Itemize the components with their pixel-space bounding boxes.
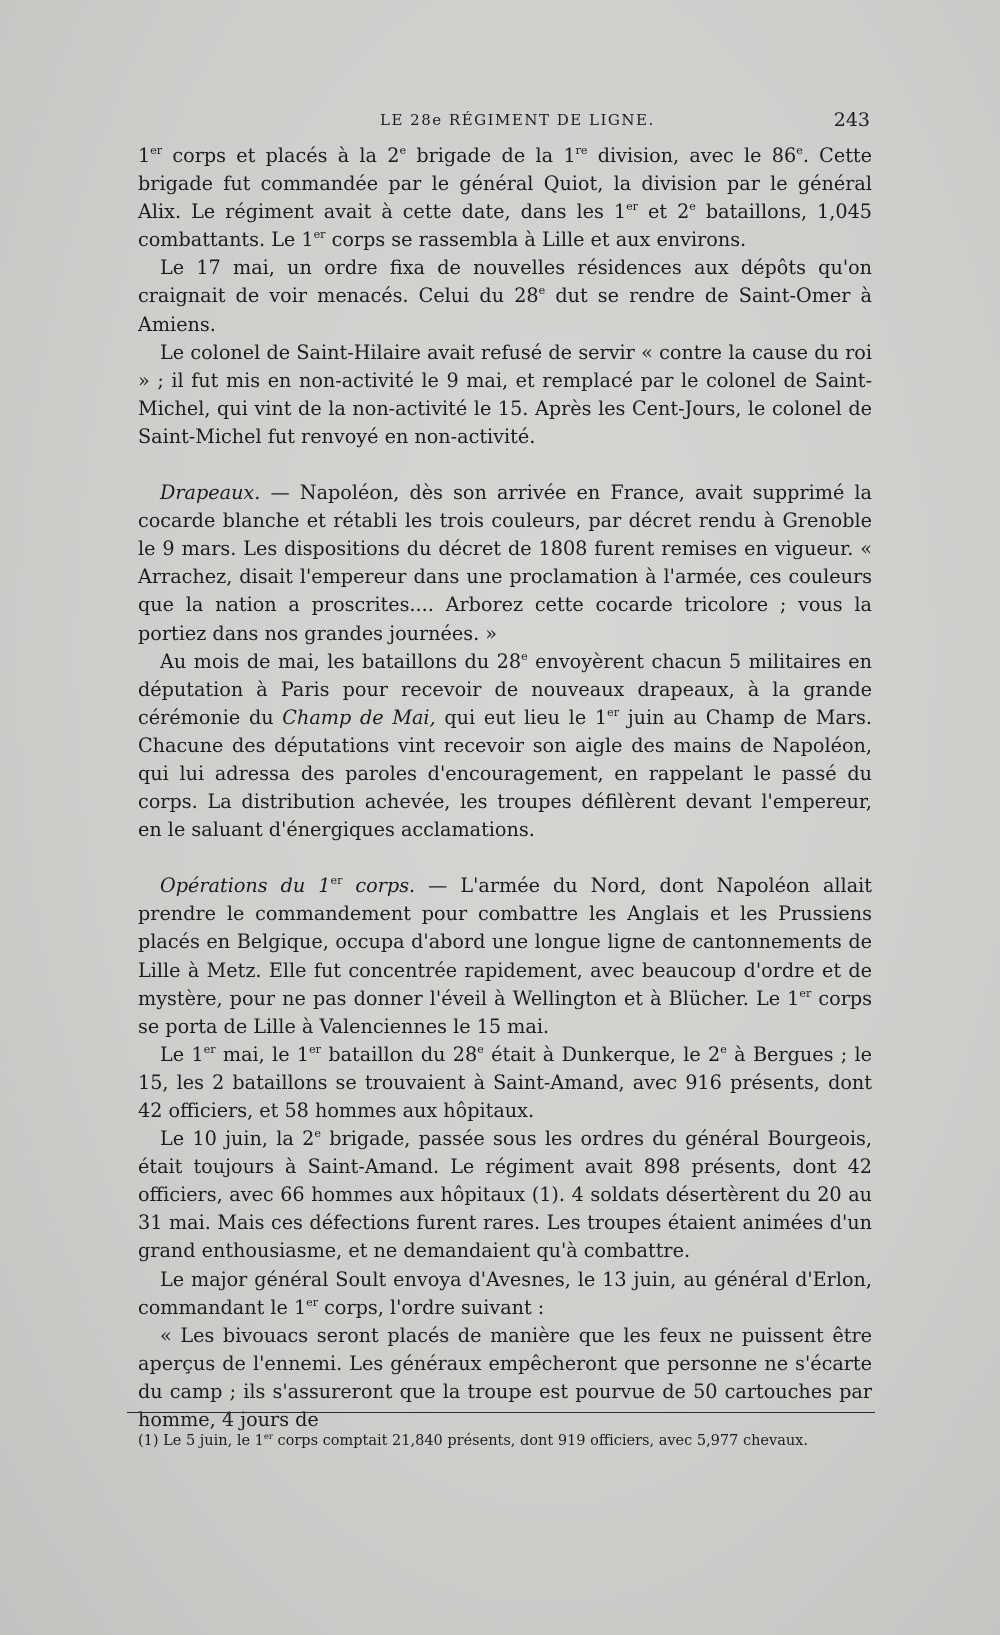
running-title: LE 28e RÉGIMENT DE LIGNE.: [380, 111, 655, 129]
paragraph-champ-de-mai: [138, 648, 872, 845]
text-run: était à Dunkerque, le 2: [483, 1042, 721, 1066]
paragraph-drapeaux: [138, 479, 872, 648]
text-run: Le 1: [160, 1042, 204, 1066]
text-run: qui eut lieu le 1: [435, 705, 608, 729]
superscript: e: [720, 1043, 727, 1057]
paragraph-10-juin: [138, 1125, 872, 1265]
text-run: Le 10 juin, la 2: [160, 1127, 315, 1151]
paragraph-continued: [138, 142, 872, 254]
superscript: er: [313, 228, 326, 242]
italic-text: Drapeaux.: [160, 481, 261, 505]
superscript: er: [306, 1295, 319, 1309]
paragraph-soult: [138, 1266, 872, 1322]
text-run: (1) Le 5 juin, le 1: [138, 1433, 264, 1449]
superscript: e: [477, 1043, 484, 1057]
superscript: e: [689, 200, 696, 214]
paragraph-1er-mai: [138, 1041, 872, 1125]
text-run: corps comptait 21,840 présents, dont 919 officiers, avec 5,977 chevaux.: [272, 1433, 808, 1449]
body-text: [138, 142, 872, 1434]
text-run: Le colonel de Saint-Hilaire avait refusé de servir « contre la cause du roi » ; il fut mis en non-activité le 9 mai, et remplacé par le colonel de Saint-Michel, qui vint de la non-activité le 15. Après les Cent-Jours, le colonel de Saint-Michel fut renvoyé en non-activité.: [138, 340, 872, 448]
text-run: à Bergues ; le 15, les 2 bataillons se trouvaient à Saint-Amand, avec 916 présents, dont 42 officiers, et 58 hommes aux hôpitaux.: [138, 1042, 873, 1122]
text-run: mai, le 1: [215, 1042, 310, 1066]
italic-text: Opérations du 1: [160, 874, 331, 898]
paragraph-operations: [138, 872, 872, 1041]
text-run: envoyèrent chacun 5 militaires en députation à Paris pour recevoir de nouveaux drapeaux, à la grande cérémonie du: [138, 649, 873, 729]
superscript: e: [314, 1127, 321, 1141]
text-run: brigade de la 1: [406, 144, 576, 167]
text-run: Le 17 mai, un ordre fixa de nouvelles résidences aux dépôts qu'on craignait de voir menacés. Celui du 28: [138, 256, 872, 308]
italic-text: Champ de Mai,: [282, 705, 436, 729]
text-run: « Les bivouacs seront placés de manière que les feux ne puissent être aperçus de l'ennemi. Les généraux empêcheront que personne ne s'écarte du camp ; ils s'assureront que la troupe est pourvue de 50 cartouches par homme, 4 jours de: [138, 1323, 872, 1432]
text-run: corps se porta de Lille à Valenciennes le 15 mai.: [138, 986, 872, 1038]
paragraph-colonel: [138, 339, 872, 451]
superscript: e: [796, 144, 803, 158]
superscript: er: [150, 144, 163, 158]
superscript: er: [309, 1043, 321, 1057]
text-run: 1: [138, 144, 151, 167]
text-run: — Napoléon, dès son arrivée en France, avait supprimé la cocarde blanche et rétabli les trois couleurs, par décret rendu à Grenoble le 9 mars. Les dispositions du décret de 1808 furent remises en vigueur. « Arrachez, disait l'empereur dans une proclamation à l'armée, ces couleurs que la nation a proscrites.... Arborez cette cocarde tricolore ; vous la portiez dans nos grandes journées. »: [138, 481, 872, 645]
paragraph-ordre: [138, 1322, 872, 1434]
text-run: Le major général Soult envoya d'Avesnes, le 13 juin, au général d'Erlon, commandant le 1: [138, 1267, 872, 1319]
text-run: juin au Champ de Mars. Chacune des députations vint recevoir son aigle des mains de Napoléon, qui lui adressa des paroles d'encouragement, en rappelant le passé du corps. La distribution achevée, les troupes défilèrent devant l'empereur, en le saluant d'énergiques acclamations.: [138, 705, 872, 842]
superscript: er: [330, 874, 343, 888]
superscript: er: [626, 200, 638, 214]
superscript: re: [575, 144, 588, 158]
text-run: Au mois de mai, les bataillons du 28: [160, 649, 522, 673]
text-run: dut se rendre de Saint-Omer à Amiens.: [138, 284, 872, 336]
text-run: corps, l'ordre suivant :: [318, 1295, 545, 1319]
page-header: [140, 111, 870, 135]
page-number: 243: [833, 109, 870, 131]
text-run: brigade, passée sous les ordres du général Bourgeois, était toujours à Saint-Amand. Le régiment avait 898 présents, dont 42 officiers, avec 66 hommes aux hôpitaux (1). 4 soldats désertèrent du 20 au 31 mai. Mais ces défections furent rares. Les troupes étaient animées d'un grand enthousiasme, et ne demandaient qu'à combattre.: [138, 1127, 873, 1263]
footnote-rule: [127, 1412, 875, 1413]
superscript: er: [607, 706, 620, 719]
text-run: — L'armée du Nord, dont Napoléon allait prendre le commandement pour combattre les Anglais et les Prussiens placés en Belgique, occupa d'abord une longue ligne de cantonnements de Lille à Metz. Elle fut concentrée rapidement, avec beaucoup d'ordre et de mystère, pour ne pas donner l'éveil à Wellington et à Blücher. Le 1: [138, 874, 872, 1010]
text-run: . Cette brigade fut commandée par le général Quiot, la division par le général Alix. Le régiment avait à cette date, dans les 1: [138, 144, 872, 224]
text-run: bataillons, 1,045 combattants. Le 1: [138, 200, 872, 252]
text-run: corps se rassembla à Lille et aux environs.: [325, 228, 747, 252]
superscript: er: [203, 1043, 216, 1057]
footnote: [138, 1431, 878, 1451]
text-run: division, avec le 86: [587, 144, 797, 167]
italic-text: corps.: [342, 874, 416, 898]
superscript: e: [538, 284, 546, 298]
superscript: er: [799, 986, 812, 1000]
text-run: corps et placés à la 2: [162, 144, 400, 167]
paragraph-depots: [138, 254, 872, 338]
text-run: et 2: [637, 200, 690, 224]
text-run: bataillon du 28: [321, 1042, 478, 1066]
superscript: e: [399, 144, 407, 158]
superscript: er: [263, 1431, 273, 1442]
superscript: e: [521, 649, 528, 663]
